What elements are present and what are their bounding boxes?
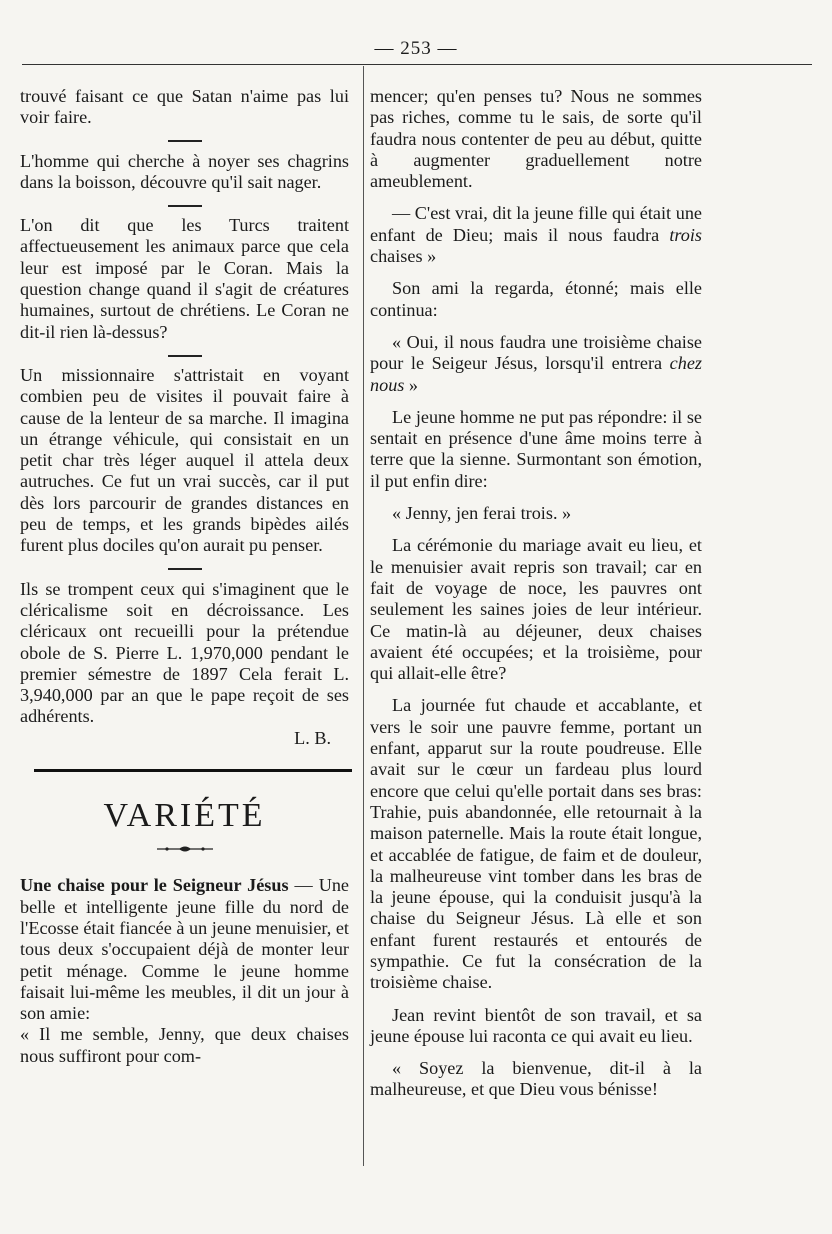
paragraph-satan: trouvé faisant ce que Satan n'aime pas lui voir faire.: [20, 86, 349, 128]
page-number: — 253 —: [374, 38, 458, 59]
header-rule: [22, 64, 812, 65]
article-paragraph: Jean revint bientôt de son travail, et sa jeune épouse lui raconta ce qui avait eu lieu.: [370, 1004, 702, 1046]
left-column: [20, 86, 349, 1067]
article-paragraph: La journée fut chaude et accablante, et vers le soir une pauvre femme, portant un enfant, apparut sur la route poudreuse. Elle avait sur le cœur un fardeau plus lourd encore que celui qu'elle portait dans ses bras: Trahie, puis abandonnée, elle retournait à la maison paternelle. Mais la route était longue, et accablée de fatigue, de faim et de douleur, la malheureuse vint tomber dans les bras de la jeune épouse, qui la conduisit jusqu'à la chaise du Seigneur Jésus. Là elle et son enfant furent restaurés et entourés de sympathie. Ce fut la consécration de la troisième chaise.: [370, 695, 702, 993]
article-paragraph: « Oui, il nous faudra une troisième chaise pour le Seigeur Jésus, lorsqu'il entrera chez nous »: [370, 331, 702, 395]
column-divider: [363, 66, 364, 1166]
ornament-icon: [20, 838, 349, 859]
paragraph-clericalisme: Ils se trompent ceux qui s'imaginent que le cléricalisme soit en décroissance. Les cléricaux ont recueilli pour la prétendue obole de S. Pierre L. 1,970,000 pendant le premier sémestre de 1897 Cela ferait L. 3,940,000 par an que le pape reçoit de ses adhérents.: [20, 578, 349, 727]
article-paragraph: « Jenny, jen ferai trois. »: [392, 503, 572, 524]
paragraph-turcs: L'on dit que les Turcs traitent affectueusement les animaux parce que cela leur est imposé par le Coran. Mais la question change quand il s'agit de créatures humaines, surtout de chrétiens. Le Coran ne dit-il rien là-dessus?: [20, 215, 349, 342]
article-paragraph: « Soyez la bienvenue, dit-il à la malheureuse, et que Dieu vous bénisse!: [370, 1058, 702, 1100]
separator-dash: [20, 193, 349, 215]
separator-dash: [20, 557, 349, 579]
article-paragraph: La cérémonie du mariage avait eu lieu, et le menuisier avait repris son travail; car en fait de voyage de noce, les pauvres ont seulement les saines joies de leur intérieur. Ce matin-là au déjeuner, deux chaises avaient été occupées; et la troisième, pour qui allait-elle être?: [370, 535, 702, 684]
article-title: Une chaise pour le Seigneur Jésus: [20, 875, 289, 896]
signature: L. B.: [294, 727, 331, 748]
article-paragraph: Le jeune homme ne put pas répondre: il se sentait en présence d'une âme moins terre à terre que la sienne. Surmontant son émotion, il put enfin dire:: [370, 406, 702, 491]
paragraph-missionnaire: Un missionnaire s'attristait en voyant combien peu de visites il pouvait faire à cause de la lenteur de sa marche. Il imagina un étrange véhicule, qui consistait en un petit char très léger auquel il attela deux autruches. Ce fut un vrai succès, car il put dès lors parcourir de grandes distances en peu de temps, et les grands bipèdes ailés furent plus dociles qu'on aurait pu penser.: [20, 364, 349, 556]
article-intro: Une chaise pour le Seigneur Jésus — Une belle et intelligente jeune fille du nord de l'Ecosse était fiancée à un jeune menuisier, et tous deux s'occupaient déjà de monter leur petit ménage. Comme le jeune homme faisait lui-même les meubles, il dit un jour à son amie:: [20, 875, 349, 1024]
separator-dash: [20, 343, 349, 365]
article-paragraph: — C'est vrai, dit la jeune fille qui était une enfant de Dieu; mais il nous faudra trois chaises »: [370, 203, 702, 267]
article-paragraph: « Il me semble, Jenny, que deux chaises nous suffiront pour com-: [20, 1024, 349, 1066]
paragraph-nager: L'homme qui cherche à noyer ses chagrins dans la boisson, découvre qu'il sait nager.: [20, 150, 349, 192]
separator-dash: [20, 129, 349, 151]
right-column: [370, 86, 702, 1101]
section-title: VARIÉTÉ: [103, 797, 266, 835]
article-paragraph: Son ami la regarda, étonné; mais elle continua:: [370, 278, 702, 320]
article-paragraph: mencer; qu'en penses tu? Nous ne sommes pas riches, comme tu le sais, de sorte qu'il faudra nous contenter de peu au début, quitte à augmenter graduellement notre ameublement.: [370, 86, 702, 192]
section-rule: [34, 769, 352, 772]
